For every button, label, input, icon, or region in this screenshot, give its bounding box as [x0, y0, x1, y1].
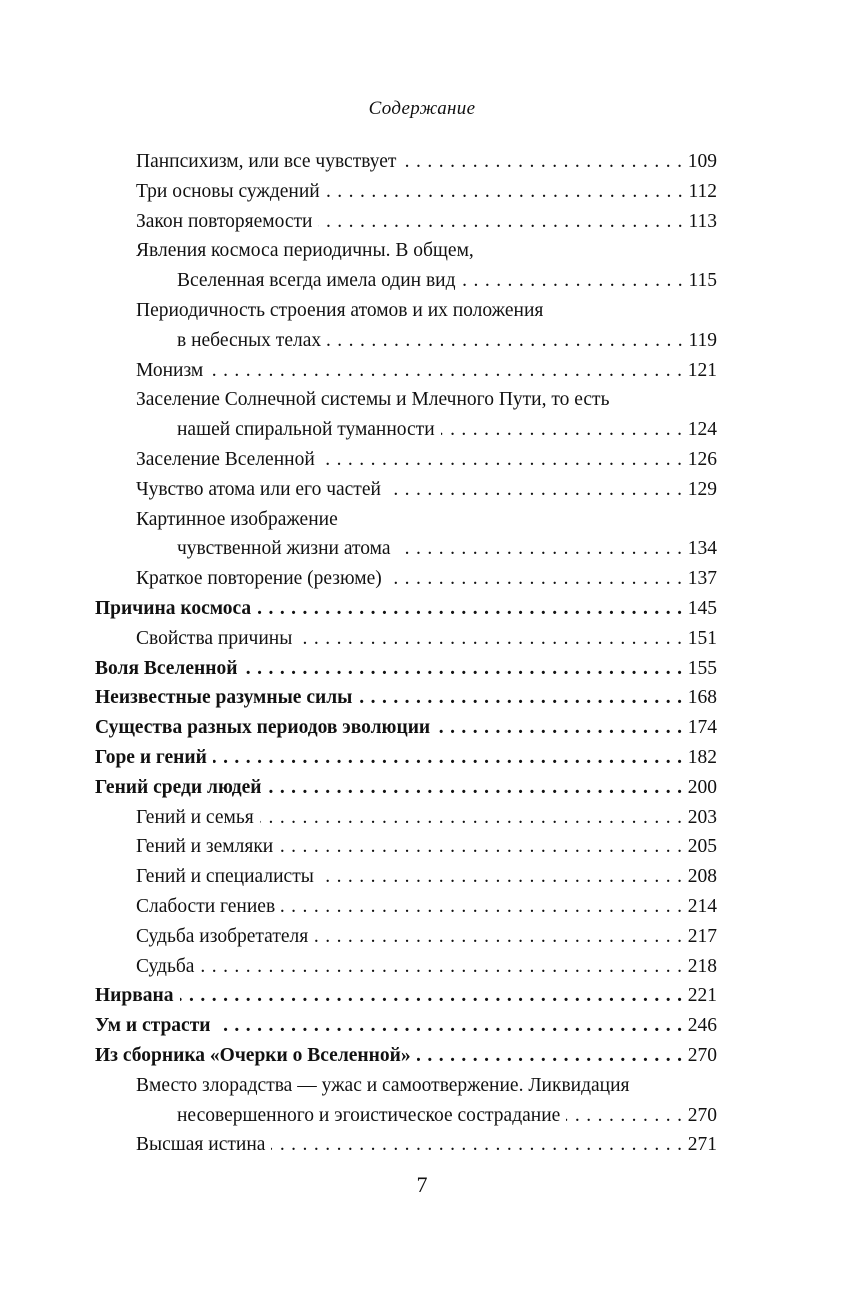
toc-entry-title: Свойства причины — [136, 627, 293, 649]
toc-entry-title: Монизм — [136, 359, 204, 381]
toc-entry — [95, 952, 717, 982]
toc-entry-title: Чувство атома или его частей — [136, 478, 381, 500]
toc-entry-title: Краткое повторение (резюме) — [136, 568, 382, 590]
toc-entry-title: Высшая истина — [136, 1134, 266, 1156]
dot-leader — [358, 683, 682, 713]
toc-entry-page: 174 — [687, 717, 717, 739]
toc-entry-title: Горе и гений — [95, 746, 207, 768]
dot-leader — [320, 862, 683, 892]
dot-leader — [281, 892, 683, 922]
toc-entry — [95, 356, 717, 386]
toc-entry — [95, 266, 717, 296]
toc-entry-title: Неизвестные разумные силы — [95, 687, 353, 709]
toc-entry — [95, 207, 717, 237]
toc-entry-title: Заселение Вселенной — [136, 448, 315, 470]
dot-leader — [436, 713, 683, 743]
toc-entry-page: 203 — [687, 806, 717, 828]
toc-entry-title: Гений и специалисты — [136, 866, 314, 888]
toc-entry-page: 155 — [687, 657, 717, 679]
toc-entry-page: 109 — [687, 151, 717, 172]
toc-entry — [95, 832, 717, 862]
dot-leader — [243, 654, 682, 684]
dot-leader — [462, 266, 684, 296]
toc-chapter — [95, 743, 717, 773]
toc-entry-page: 270 — [687, 1104, 717, 1126]
toc-entry — [95, 534, 717, 564]
dot-leader — [566, 1101, 682, 1131]
toc-entry-page: 208 — [687, 866, 717, 888]
toc-entry-title: в небесных телах — [177, 329, 322, 351]
toc-entry-page: 112 — [688, 180, 717, 202]
toc-entry — [95, 475, 717, 505]
toc-entry-page: 145 — [687, 597, 717, 619]
toc-entry-page: 218 — [687, 955, 717, 977]
toc-entry-page: 119 — [688, 329, 717, 351]
page-number: 7 — [416, 1172, 428, 1197]
toc-entry-title: Воля Вселенной — [95, 657, 238, 679]
dot-leader — [402, 147, 682, 177]
toc-entry-page: 137 — [687, 568, 717, 590]
running-header: Содержание — [368, 98, 476, 119]
toc-chapter — [95, 981, 717, 1011]
toc-entry — [95, 505, 717, 535]
toc-entry-page: 221 — [687, 985, 717, 1007]
toc-entry — [95, 803, 717, 833]
toc-entry-page: 134 — [687, 538, 717, 560]
dot-leader — [321, 445, 683, 475]
dot-leader — [314, 922, 683, 952]
dot-leader — [441, 415, 683, 445]
table-of-contents — [95, 147, 717, 1160]
toc-entry-title: Существа разных периодов эволюции — [95, 717, 431, 739]
toc-entry-title: Вместо злорадства — ужас и самоотвержение. Ликвидация — [136, 1074, 630, 1096]
toc-entry-page: 126 — [687, 448, 717, 470]
dot-leader — [209, 356, 683, 386]
toc-entry-title: Вселенная всегда имела один вид — [177, 270, 456, 292]
toc-entry — [95, 624, 717, 654]
toc-entry-page: 113 — [688, 210, 717, 232]
toc-entry-page: 271 — [687, 1134, 717, 1156]
toc-entry-title: Гений и семья — [136, 806, 254, 828]
toc-chapter — [95, 1011, 717, 1041]
toc-entry — [95, 922, 717, 952]
toc-entry-page: 246 — [687, 1015, 717, 1037]
dot-leader — [298, 624, 682, 654]
toc-entry-title: Судьба — [136, 955, 195, 977]
dot-leader — [180, 981, 683, 1011]
toc-entry-title: Заселение Солнечной системы и Млечного Пути, то есть — [136, 389, 610, 411]
toc-entry-page: 124 — [687, 419, 717, 441]
toc-entry-title: Три основы суждений — [136, 180, 320, 202]
toc-chapter — [95, 654, 717, 684]
toc-entry — [95, 445, 717, 475]
toc-entry-title: Из сборника «Очерки о Вселенной» — [95, 1044, 411, 1066]
toc-entry-page: 205 — [687, 836, 717, 858]
toc-entry-title: Ум и страсти — [95, 1015, 211, 1037]
toc-chapter — [95, 713, 717, 743]
toc-entry — [95, 385, 717, 415]
toc-chapter — [95, 773, 717, 803]
dot-leader — [397, 534, 683, 564]
toc-chapter — [95, 1041, 717, 1071]
toc-entry-title: Судьба изобретателя — [136, 925, 309, 947]
toc-entry-page: 115 — [688, 270, 717, 292]
toc-entry-title: Гений и земляки — [136, 836, 274, 858]
toc-entry-title: Панпсихизм, или все чувствует — [136, 151, 397, 172]
toc-entry-page: 168 — [687, 687, 717, 709]
dot-leader — [326, 177, 684, 207]
dot-leader — [388, 564, 683, 594]
dot-leader — [268, 773, 683, 803]
toc-entry-page: 214 — [687, 895, 717, 917]
dot-leader — [217, 1011, 683, 1041]
toc-entry — [95, 564, 717, 594]
toc-entry-title: Периодичность строения атомов и их положения — [136, 299, 544, 321]
toc-entry — [95, 1071, 717, 1101]
toc-entry-page: 200 — [687, 776, 717, 798]
dot-leader — [271, 1130, 682, 1160]
toc-entry — [95, 1130, 717, 1160]
dot-leader — [327, 326, 683, 356]
dot-leader — [257, 594, 683, 624]
toc-entry — [95, 236, 717, 266]
toc-entry-page: 217 — [687, 925, 717, 947]
dot-leader — [387, 475, 683, 505]
toc-entry — [95, 326, 717, 356]
toc-entry-page: 121 — [687, 359, 717, 381]
toc-entry — [95, 147, 717, 177]
toc-entry — [95, 177, 717, 207]
dot-leader — [279, 832, 683, 862]
toc-entry-page: 182 — [687, 746, 717, 768]
toc-entry-page: 129 — [687, 478, 717, 500]
toc-entry-title: Закон повторяемости — [136, 210, 313, 232]
toc-chapter — [95, 594, 717, 624]
toc-entry-title: Слабости гениев — [136, 895, 276, 917]
toc-entry-title: Картинное изображение — [136, 508, 338, 530]
dot-leader — [260, 803, 683, 833]
toc-entry — [95, 862, 717, 892]
toc-entry-title: чувственной жизни атома — [177, 538, 391, 560]
toc-entry-title: нашей спиральной туманности — [177, 419, 435, 441]
toc-chapter — [95, 683, 717, 713]
toc-entry — [95, 892, 717, 922]
toc-entry — [95, 296, 717, 326]
dot-leader — [417, 1041, 683, 1071]
toc-entry — [95, 415, 717, 445]
toc-entry — [95, 1101, 717, 1131]
dot-leader — [213, 743, 683, 773]
toc-entry-page: 151 — [687, 627, 717, 649]
toc-entry-title: Гений среди людей — [95, 776, 262, 798]
toc-entry-title: Явления космоса периодичны. В общем, — [136, 240, 474, 262]
dot-leader — [318, 207, 683, 237]
toc-entry-page: 270 — [687, 1044, 717, 1066]
toc-entry-title: Нирвана — [95, 985, 174, 1007]
toc-entry-title: Причина космоса — [95, 597, 252, 619]
toc-entry-title: несовершенного и эгоистическое сострадание — [177, 1104, 561, 1126]
dot-leader — [200, 952, 682, 982]
